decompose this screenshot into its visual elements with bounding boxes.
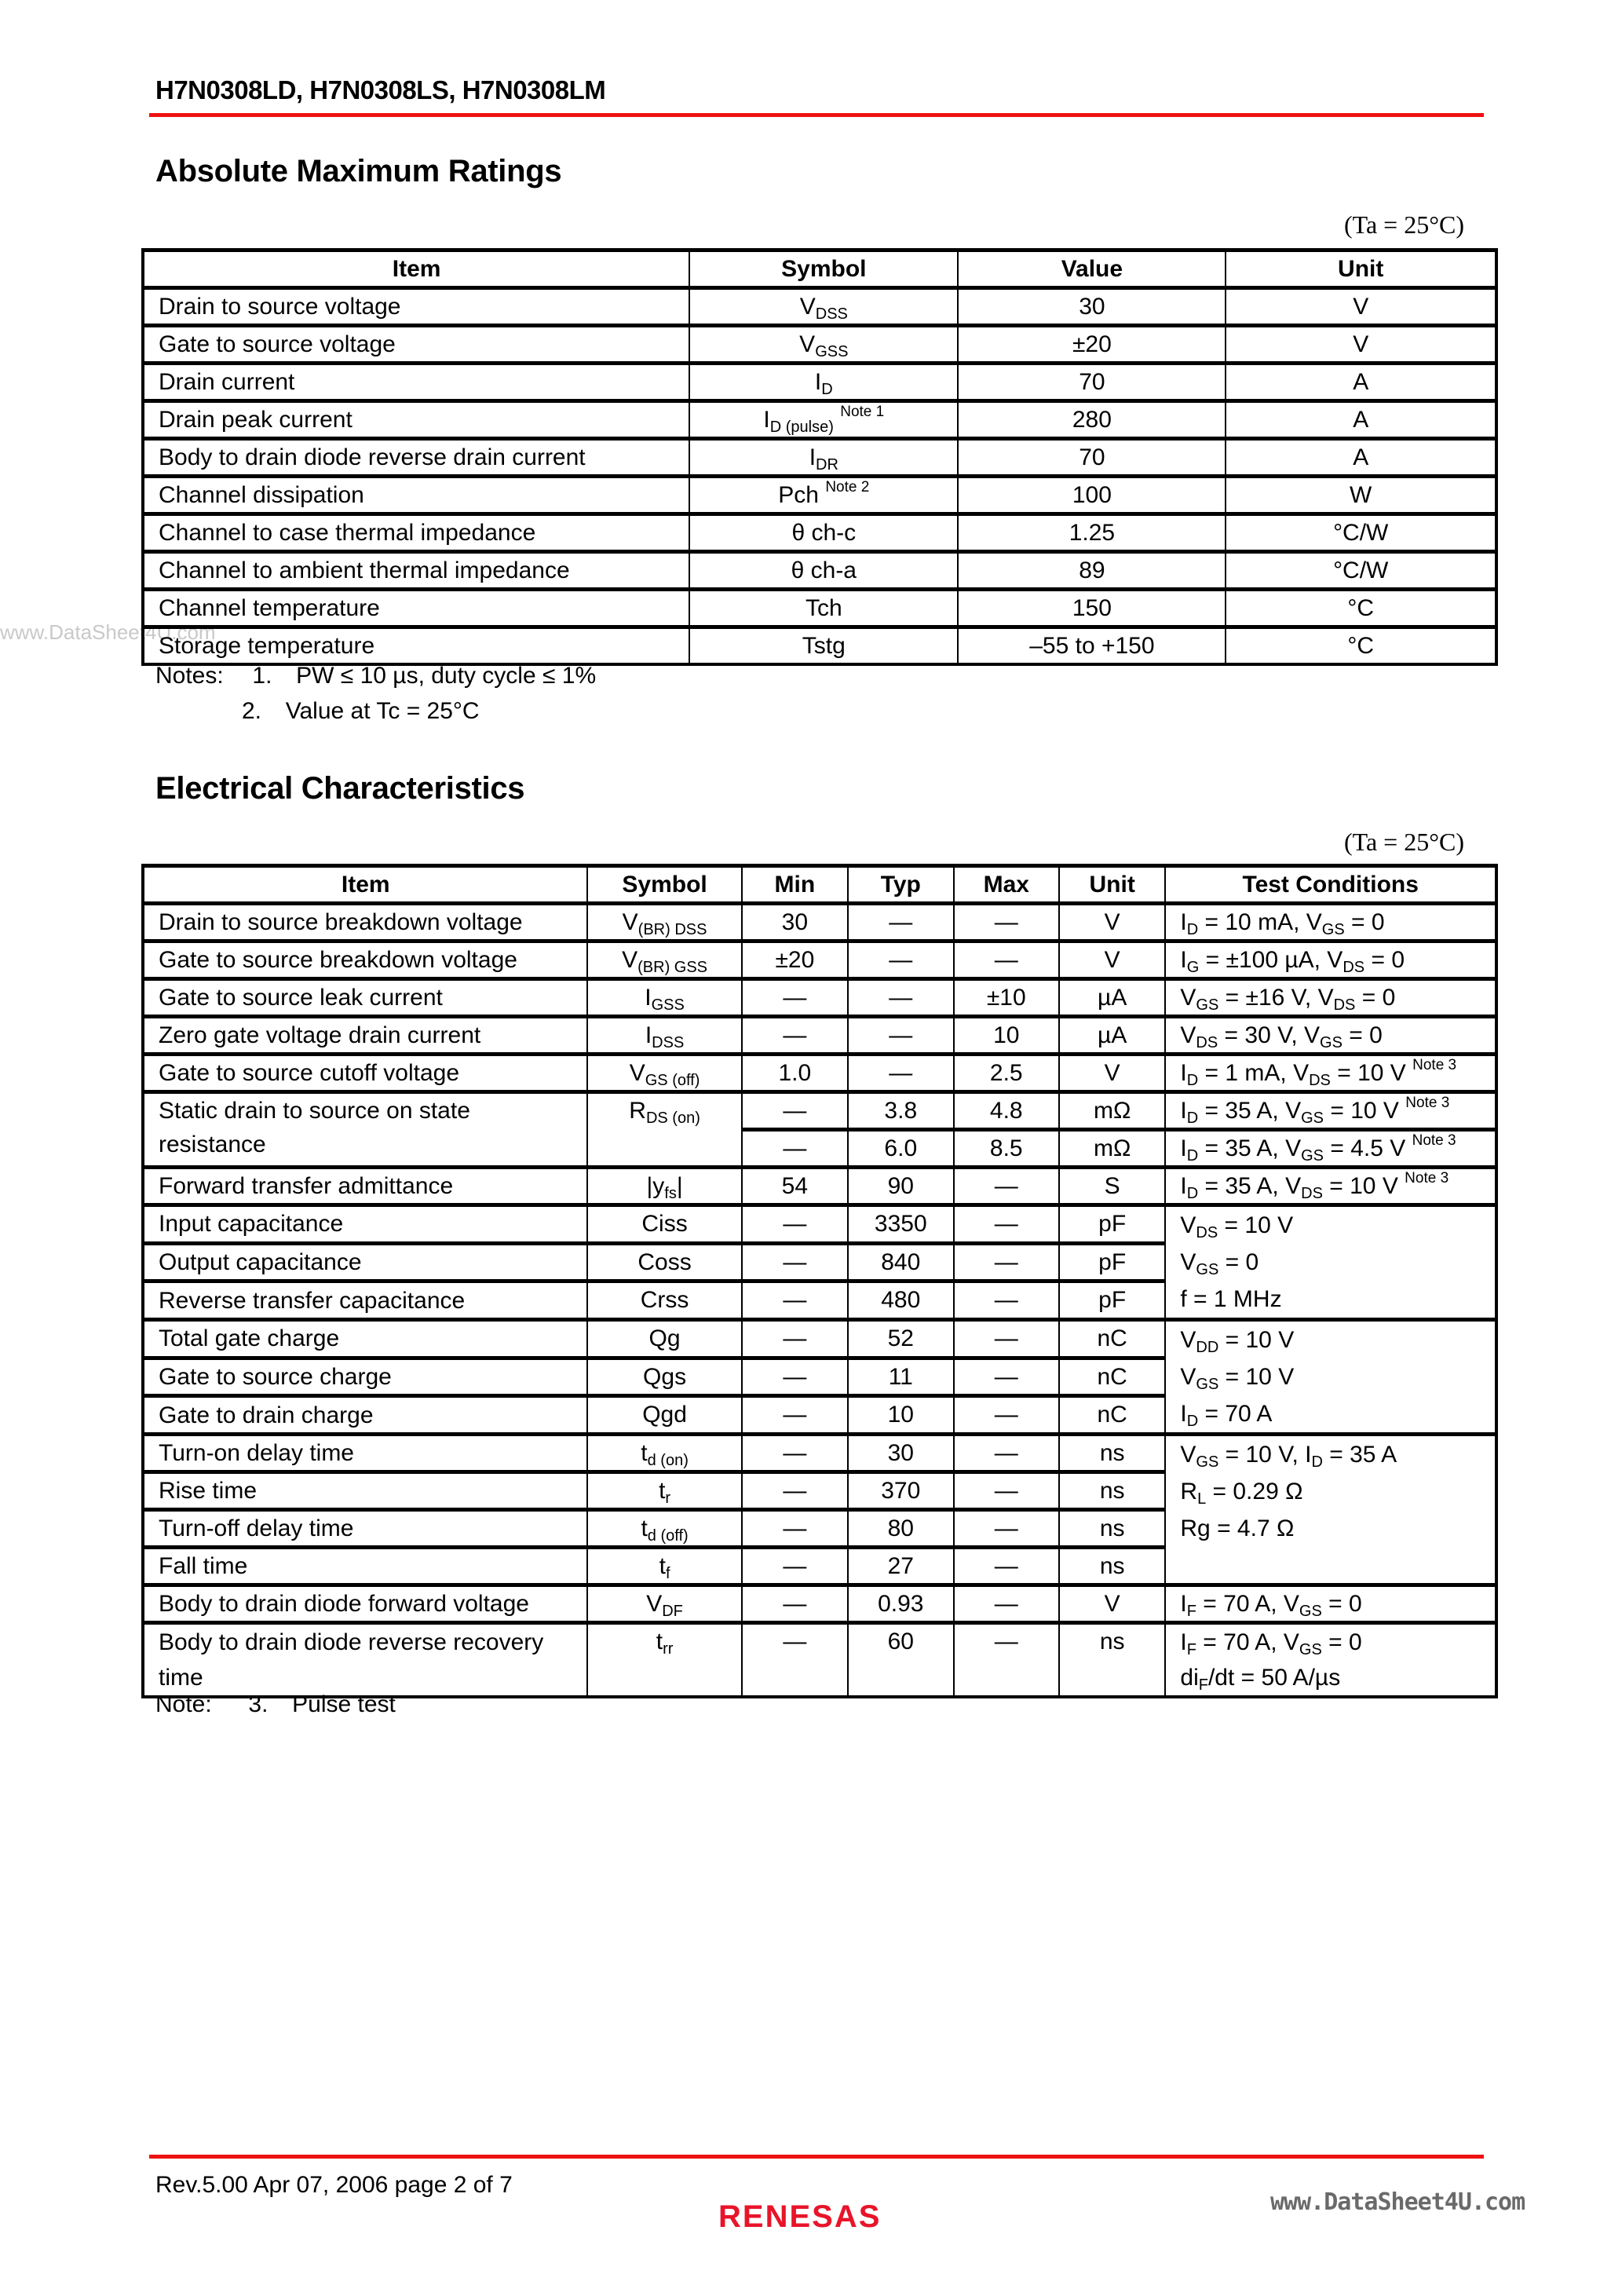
cell-min: — [742,1585,848,1623]
cell-min: — [742,979,848,1017]
cell-symbol: $V_{DF}$ [587,1585,741,1623]
cell-unit: A [1226,364,1496,401]
cell-test-conditions: $V_{DS} = 30$ V, $V_{GS} = 0$ [1165,1017,1496,1055]
cell-item: Storage temperature [143,627,689,665]
notes-label: Notes: [155,663,224,689]
watermark-text: www.DataSheet4U.com [0,620,216,644]
cell-typ: 90 [848,1168,954,1205]
cell-test-conditions: $I_G = \pm 100$ µA, $V_{DS} = 0$ [1165,941,1496,979]
cell-symbol: $V_{(BR) DSS}$ [587,904,741,941]
cell-unit: mΩ [1059,1092,1165,1130]
cell-min: — [742,1510,848,1548]
column-header-value: Value [958,250,1226,288]
cell-max: — [954,1205,1059,1244]
cell-unit: W [1226,477,1496,514]
cell-min: ±20 [742,941,848,979]
cell-symbol: $t_{d (on)}$ [587,1435,741,1472]
table-row [143,590,1496,627]
cell-typ: — [848,904,954,941]
table-row [143,288,1496,326]
cell-min: — [742,1205,848,1244]
column-header-unit: Unit [1059,866,1165,904]
cell-unit: °C/W [1226,514,1496,552]
cell-unit: °C [1226,590,1496,627]
cell-item: Output capacitance [143,1243,587,1281]
electrical-characteristics-table [141,864,1498,1698]
cell-min: — [742,1092,848,1130]
cell-item: Drain current [143,364,689,401]
cell-unit: V [1226,326,1496,364]
cell-unit: ns [1059,1510,1165,1548]
cell-typ: 0.93 [848,1585,954,1623]
cell-typ: — [848,1055,954,1092]
cell-unit: V [1059,941,1165,979]
cell-max: — [954,1320,1059,1358]
cell-unit: A [1226,439,1496,477]
cell-max: 10 [954,1017,1059,1055]
table-row [143,326,1496,364]
cell-unit: nC [1059,1396,1165,1435]
cell-min: — [742,1548,848,1585]
section-title-electrical: Electrical Characteristics [155,771,525,806]
table-row [143,401,1496,439]
column-header-item: Item [143,250,689,288]
cell-test-conditions: $I_F = 70$ A, $V_{GS} = 0$ [1165,1585,1496,1623]
cell-unit: ns [1059,1623,1165,1698]
cell-symbol: $I_{GSS}$ [587,979,741,1017]
cell-unit: nC [1059,1320,1165,1358]
column-header-item: Item [143,866,587,904]
cell-symbol: Ciss [587,1205,741,1244]
cell-symbol: $t_{d (off)}$ [587,1510,741,1548]
cell-max: ±10 [954,979,1059,1017]
cell-typ: — [848,941,954,979]
cell-item: Fall time [143,1548,587,1585]
cell-max: — [954,1435,1059,1472]
cell-typ: 27 [848,1548,954,1585]
cell-unit: V [1059,1055,1165,1092]
table-row [143,514,1496,552]
cell-min: — [742,1281,848,1320]
cell-typ: 11 [848,1358,954,1396]
cell-unit: A [1226,401,1496,439]
cell-symbol: $V_{GS (off)}$ [587,1055,741,1092]
section-title-absolute-max: Absolute Maximum Ratings [155,154,562,188]
cell-min: 1.0 [742,1055,848,1092]
cell-typ: 840 [848,1243,954,1281]
cell-test-conditions-group: $V_{DD} = 10$ V $V_{GS} = 10$ V $I_D = 70$ A [1165,1320,1496,1435]
cell-item: Body to drain diode reverse recovery time [143,1623,587,1698]
cell-symbol: $R_{DS (on)}$ [587,1092,741,1168]
cell-unit: ns [1059,1472,1165,1510]
cell-test-conditions-group: $V_{GS} = 10$ V, $I_D = 35$ A $R_L = 0.29$ Ω Rg = 4.7 Ω [1165,1435,1496,1585]
table-row [143,1055,1496,1092]
elec-condition: (Ta = 25°C) [1344,828,1465,856]
table-row [143,364,1496,401]
cell-value: 70 [958,364,1226,401]
note-2-text: Value at Tc = 25°C [285,698,480,724]
cell-item: Channel temperature [143,590,689,627]
cell-value: ±20 [958,326,1226,364]
cell-item: Drain to source voltage [143,288,689,326]
cell-unit: pF [1059,1205,1165,1244]
cell-symbol: $I_{DSS}$ [587,1017,741,1055]
cell-item: Body to drain diode forward voltage [143,1585,587,1623]
cell-symbol: $V_{DSS}$ [689,288,958,326]
cell-symbol: $|y_{fs}|$ [587,1168,741,1205]
abs-max-notes [155,658,596,729]
column-header-symbol: Symbol [587,866,741,904]
footer-site-link[interactable]: www.DataSheet4U.com [1270,2188,1525,2216]
cell-symbol: Tstg [689,627,958,665]
cell-item: Channel to case thermal impedance [143,514,689,552]
table-row [143,1585,1496,1623]
cell-max: — [954,941,1059,979]
cell-unit: V [1226,288,1496,326]
cell-symbol: Qg [587,1320,741,1358]
cell-item: Gate to drain charge [143,1396,587,1435]
cell-min: — [742,1623,848,1698]
cell-item: Gate to source voltage [143,326,689,364]
header-rule [149,113,1484,117]
cell-item: Gate to source leak current [143,979,587,1017]
cell-typ: 6.0 [848,1130,954,1168]
cell-min: 30 [742,904,848,941]
cell-item: Turn-off delay time [143,1510,587,1548]
cell-max: 2.5 [954,1055,1059,1092]
cell-min: — [742,1320,848,1358]
cell-max: — [954,904,1059,941]
table-row [143,1017,1496,1055]
abs-max-condition: (Ta = 25°C) [1344,210,1465,239]
cell-item: Turn-on delay time [143,1435,587,1472]
cell-typ: — [848,979,954,1017]
cell-value: –55 to +150 [958,627,1226,665]
table-row [143,552,1496,590]
cell-min: — [742,1435,848,1472]
cell-value: 100 [958,477,1226,514]
table-row [143,1623,1496,1698]
cell-symbol: $t_{rr}$ [587,1623,741,1698]
cell-symbol: Tch [689,590,958,627]
note-3-text: Pulse test [292,1691,396,1717]
cell-max: 8.5 [954,1130,1059,1168]
cell-typ: 3350 [848,1205,954,1244]
cell-item: Total gate charge [143,1320,587,1358]
cell-unit: S [1059,1168,1165,1205]
cell-item: Gate to source charge [143,1358,587,1396]
column-header-unit: Unit [1226,250,1496,288]
absolute-max-ratings-table [141,248,1498,666]
cell-test-conditions: $I_F = 70$ A, $V_{GS} = 0$ $di_F/dt = 50$ A/µs [1165,1623,1496,1698]
cell-symbol: Pch $^{Note 2}$ [689,477,958,514]
cell-min: — [742,1130,848,1168]
column-header-max: Max [954,866,1059,904]
cell-typ: 30 [848,1435,954,1472]
cell-test-conditions: $I_D = 35$ A, $V_{DS} = 10$ V $^{Note 3}$ [1165,1168,1496,1205]
cell-max: — [954,1472,1059,1510]
table-row [143,1092,1496,1130]
column-header-symbol: Symbol [689,250,958,288]
cell-value: 89 [958,552,1226,590]
table-row [143,904,1496,941]
table-row [143,1320,1496,1358]
cell-item: Static drain to source on state resistance [143,1092,587,1168]
cell-unit: ns [1059,1435,1165,1472]
cell-symbol: $I_{D (pulse)}$ $^{Note 1}$ [689,401,958,439]
cell-max: — [954,1585,1059,1623]
cell-unit: V [1059,904,1165,941]
elec-notes [155,1687,396,1722]
cell-symbol: Qgs [587,1358,741,1396]
cell-min: — [742,1472,848,1510]
cell-max: — [954,1548,1059,1585]
column-header-test-conditions: Test Conditions [1165,866,1496,904]
cell-item: Channel to ambient thermal impedance [143,552,689,590]
cell-symbol: θ ch-a [689,552,958,590]
cell-item: Drain peak current [143,401,689,439]
cell-item: Reverse transfer capacitance [143,1281,587,1320]
table-row [143,439,1496,477]
document-header-title: H7N0308LD, H7N0308LS, H7N0308LM [155,75,606,104]
cell-item: Body to drain diode reverse drain current [143,439,689,477]
cell-test-conditions: $I_D = 35$ A, $V_{GS} = 4.5$ V $^{Note 3}$ [1165,1130,1496,1168]
cell-value: 280 [958,401,1226,439]
cell-item: Gate to source breakdown voltage [143,941,587,979]
column-header-typ: Typ [848,866,954,904]
cell-symbol: Qgd [587,1396,741,1435]
note-label: Note: [155,1691,212,1717]
cell-max: — [954,1396,1059,1435]
column-header-min: Min [742,866,848,904]
cell-item: Rise time [143,1472,587,1510]
cell-value: 150 [958,590,1226,627]
note-2-number: 2. [242,698,262,724]
renesas-logo-icon [718,2199,915,2233]
note-1-number: 1. [252,663,272,689]
cell-min: — [742,1017,848,1055]
cell-max: — [954,1243,1059,1281]
cell-unit: µA [1059,1017,1165,1055]
cell-typ: 480 [848,1281,954,1320]
cell-max: — [954,1510,1059,1548]
cell-min: 54 [742,1168,848,1205]
table-row [143,941,1496,979]
cell-max: — [954,1358,1059,1396]
table-row [143,1168,1496,1205]
cell-unit: °C/W [1226,552,1496,590]
footer-rule [149,2155,1484,2159]
table-row [143,979,1496,1017]
cell-typ: 60 [848,1623,954,1698]
note-3-number: 3. [248,1691,269,1717]
table-row [143,1435,1496,1472]
cell-symbol: Coss [587,1243,741,1281]
renesas-logo [718,2199,915,2237]
cell-value: 70 [958,439,1226,477]
cell-typ: 52 [848,1320,954,1358]
cell-max: — [954,1281,1059,1320]
table-header-row [143,250,1496,288]
cell-min: — [742,1396,848,1435]
cell-unit: pF [1059,1243,1165,1281]
cell-unit: nC [1059,1358,1165,1396]
cell-symbol: $t_r$ [587,1472,741,1510]
note-1-text: PW ≤ 10 µs, duty cycle ≤ 1% [296,663,597,689]
cell-test-conditions: $I_D = 1$ mA, $V_{DS} = 10$ V $^{Note 3}$ [1165,1055,1496,1092]
cell-value: 30 [958,288,1226,326]
cell-symbol: Crss [587,1281,741,1320]
cell-symbol: $V_{(BR) GSS}$ [587,941,741,979]
cell-item: Zero gate voltage drain current [143,1017,587,1055]
cell-max: — [954,1623,1059,1698]
svg-text:RENESAS: RENESAS [718,2199,882,2233]
table-header-row [143,866,1496,904]
cell-symbol: θ ch-c [689,514,958,552]
table-row [143,477,1496,514]
cell-test-conditions: $I_D = 10$ mA, $V_{GS} = 0$ [1165,904,1496,941]
cell-min: — [742,1243,848,1281]
cell-typ: 370 [848,1472,954,1510]
cell-test-conditions: $I_D = 35$ A, $V_{GS} = 10$ V $^{Note 3}$ [1165,1092,1496,1130]
cell-value: 1.25 [958,514,1226,552]
cell-item: Input capacitance [143,1205,587,1244]
cell-max: 4.8 [954,1092,1059,1130]
cell-item: Channel dissipation [143,477,689,514]
cell-typ: — [848,1017,954,1055]
cell-item: Drain to source breakdown voltage [143,904,587,941]
table-row [143,1205,1496,1244]
cell-symbol: $t_f$ [587,1548,741,1585]
cell-item: Forward transfer admittance [143,1168,587,1205]
cell-symbol: $I_D$ [689,364,958,401]
cell-unit: µA [1059,979,1165,1017]
cell-unit: ns [1059,1548,1165,1585]
cell-unit: mΩ [1059,1130,1165,1168]
cell-max: — [954,1168,1059,1205]
cell-typ: 10 [848,1396,954,1435]
cell-unit: V [1059,1585,1165,1623]
cell-test-conditions: $V_{GS} = \pm 16$ V, $V_{DS} = 0$ [1165,979,1496,1017]
cell-min: — [742,1358,848,1396]
cell-test-conditions-group: $V_{DS} = 10$ V $V_{GS} = 0$ f = 1 MHz [1165,1205,1496,1320]
cell-unit: °C [1226,627,1496,665]
cell-typ: 80 [848,1510,954,1548]
cell-typ: 3.8 [848,1092,954,1130]
cell-item: Gate to source cutoff voltage [143,1055,587,1092]
cell-symbol: $V_{GSS}$ [689,326,958,364]
cell-symbol: $I_{DR}$ [689,439,958,477]
cell-unit: pF [1059,1281,1165,1320]
footer-revision: Rev.5.00 Apr 07, 2006 page 2 of 7 [155,2172,513,2198]
